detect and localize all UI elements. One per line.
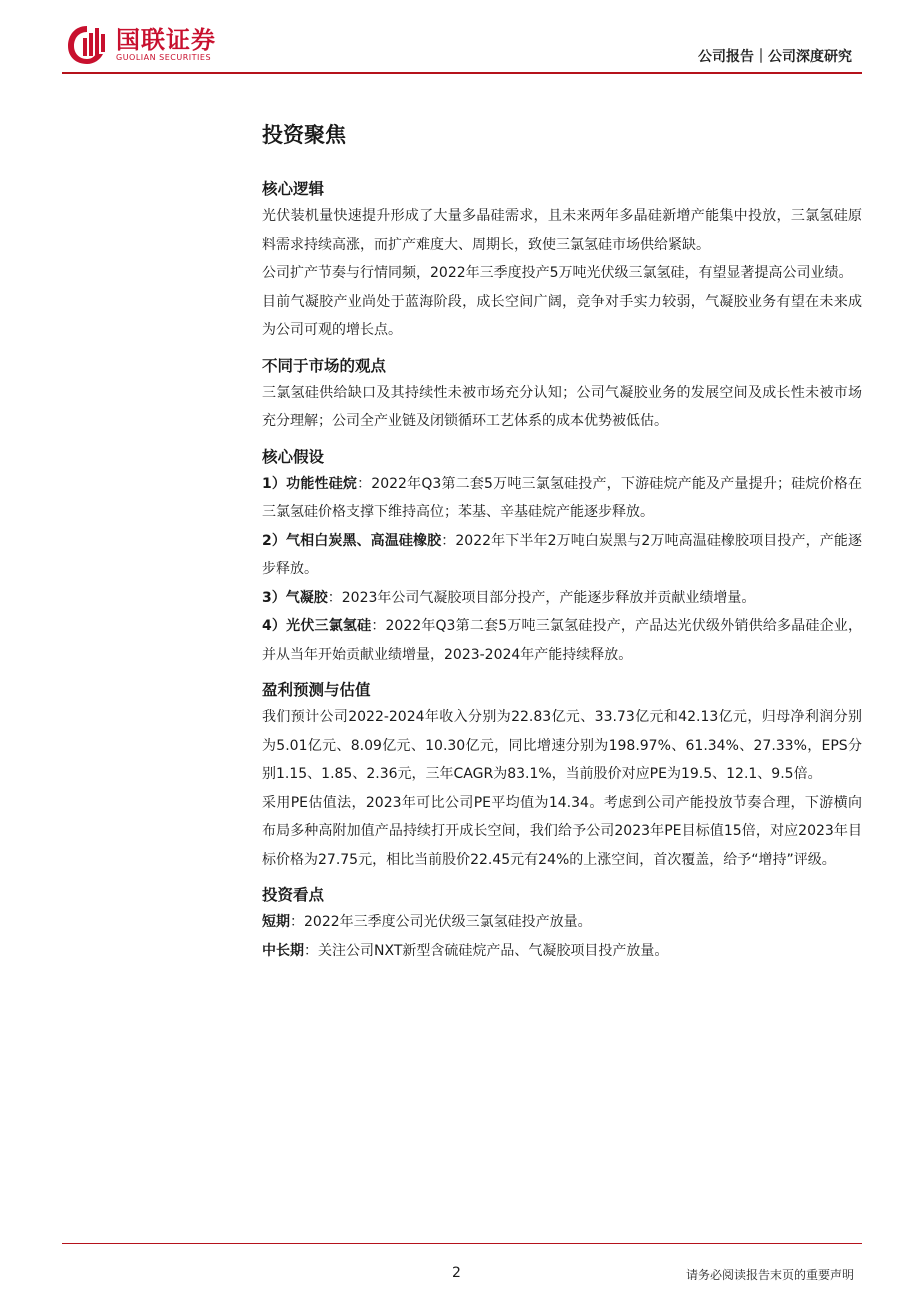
highlight-item (262, 937, 862, 966)
section-title-core-logic: 核心逻辑 (262, 180, 325, 198)
page-title: 投资聚焦 (262, 123, 346, 147)
page-number: 2 (452, 1265, 461, 1281)
highlight-text: ：关注公司NXT新型含硫硅烷产品、气凝胶项目投产放量。 (304, 942, 669, 959)
section-different-view (262, 353, 862, 436)
highlight-label: 短期 (262, 914, 290, 930)
header-divider (62, 72, 862, 74)
assumption-text: ：2022年下半年2万吨白炭黑与2万吨高温硅橡胶项目投产，产能逐步释放。 (262, 532, 862, 577)
section-core-assumptions (262, 444, 862, 670)
paragraph: 公司扩产节奏与行情同频，2022年三季度投产5万吨光伏级三氯氢硅，有望显著提高公司业绩。 (262, 265, 853, 281)
section-title-highlights: 投资看点 (262, 886, 325, 904)
paragraph: 三氯氢硅供给缺口及其持续性未被市场充分认知；公司气凝胶业务的发展空间及成长性未被市场充分理解；公司全产业链及闭锁循环工艺体系的成本优势被低估。 (262, 384, 862, 429)
footer-divider (62, 1243, 862, 1244)
section-forecast (262, 677, 862, 874)
section-title-core-assumptions: 核心假设 (262, 447, 325, 466)
section-title-different-view: 不同于市场的观点 (262, 356, 387, 375)
paragraph: 光伏装机量快速提升形成了大量多晶硅需求，且未来两年多晶硅新增产能集中投放，三氯氢硅原料需求持续高涨，而扩产难度大、周期长，致使三氯氢硅市场供给紧缺。 (262, 208, 862, 253)
footer-disclaimer: 请务必阅读报告末页的重要声明 (685, 1268, 854, 1282)
assumption-text: ：2022年Q3第二套5万吨三氯氢硅投产，下游硅烷产能及产量提升；硅烷价格在三氯氢硅价格支撑下维持高位；苯基、辛基硅烷产能逐步释放。 (262, 475, 862, 520)
paragraph: 目前气凝胶产业尚处于蓝海阶段，成长空间广阔，竞争对手实力较弱，气凝胶业务有望在未来成为公司可观的增长点。 (262, 293, 862, 338)
assumption-text: ：2022年Q3第二套5万吨三氯氢硅投产，产品达光伏级外销供给多晶硅企业，并从当年开始贡献业绩增量，2023-2024年产能持续释放。 (262, 618, 862, 663)
highlight-label: 中长期 (262, 942, 304, 959)
assumption-item (262, 584, 862, 613)
assumption-label: 2）气相白炭黑、高温硅橡胶 (262, 532, 442, 549)
assumption-label: 1）功能性硅烷 (262, 475, 358, 492)
assumption-item (262, 612, 862, 669)
assumption-label: 3）气凝胶 (262, 589, 328, 606)
assumption-text: ：2023年公司气凝胶项目部分投产，产能逐步释放并贡献业绩增量。 (327, 589, 756, 606)
company-logo (66, 24, 216, 66)
highlight-item (262, 908, 862, 937)
section-highlights (262, 882, 862, 965)
assumption-item (262, 470, 862, 527)
paragraph: 我们预计公司2022-2024年收入分别为22.83亿元、33.73亿元和42.13亿元，归母净利润分别为5.01亿元、8.09亿元、10.30亿元，同比增速分别为198.97%、61.34%、27.33%，EPS分别1.15、1.85、2.36元，三年CAGR为83.1%，当前股价对应PE为19.5、12.1、9.5倍。 (262, 709, 862, 782)
logo-chinese-name: 国联证券 (116, 26, 216, 54)
page-header (0, 0, 920, 80)
section-core-logic (262, 176, 862, 345)
report-type: 公司报告｜公司深度研究 (698, 49, 852, 65)
guolian-logo-icon (66, 24, 108, 66)
main-content (262, 120, 862, 973)
assumption-label: 4）光伏三氯氢硅 (262, 618, 372, 634)
highlight-text: ：2022年三季度公司光伏级三氯氢硅投产放量。 (290, 914, 592, 930)
section-title-forecast: 盈利预测与估值 (262, 681, 371, 699)
logo-english-name: GUOLIAN SECURITIES (116, 53, 212, 62)
assumption-item (262, 527, 862, 584)
paragraph: 采用PE估值法，2023年可比公司PE平均值为14.34。考虑到公司产能投放节奏合理，下游横向布局多种高附加值产品持续打开成长空间，我们给予公司2023年PE目标值15倍，对应2023年目标价格为27.75元，相比当前股价22.45元有24%的上涨空间，首次覆盖，给予“增持”评级。 (262, 794, 862, 868)
